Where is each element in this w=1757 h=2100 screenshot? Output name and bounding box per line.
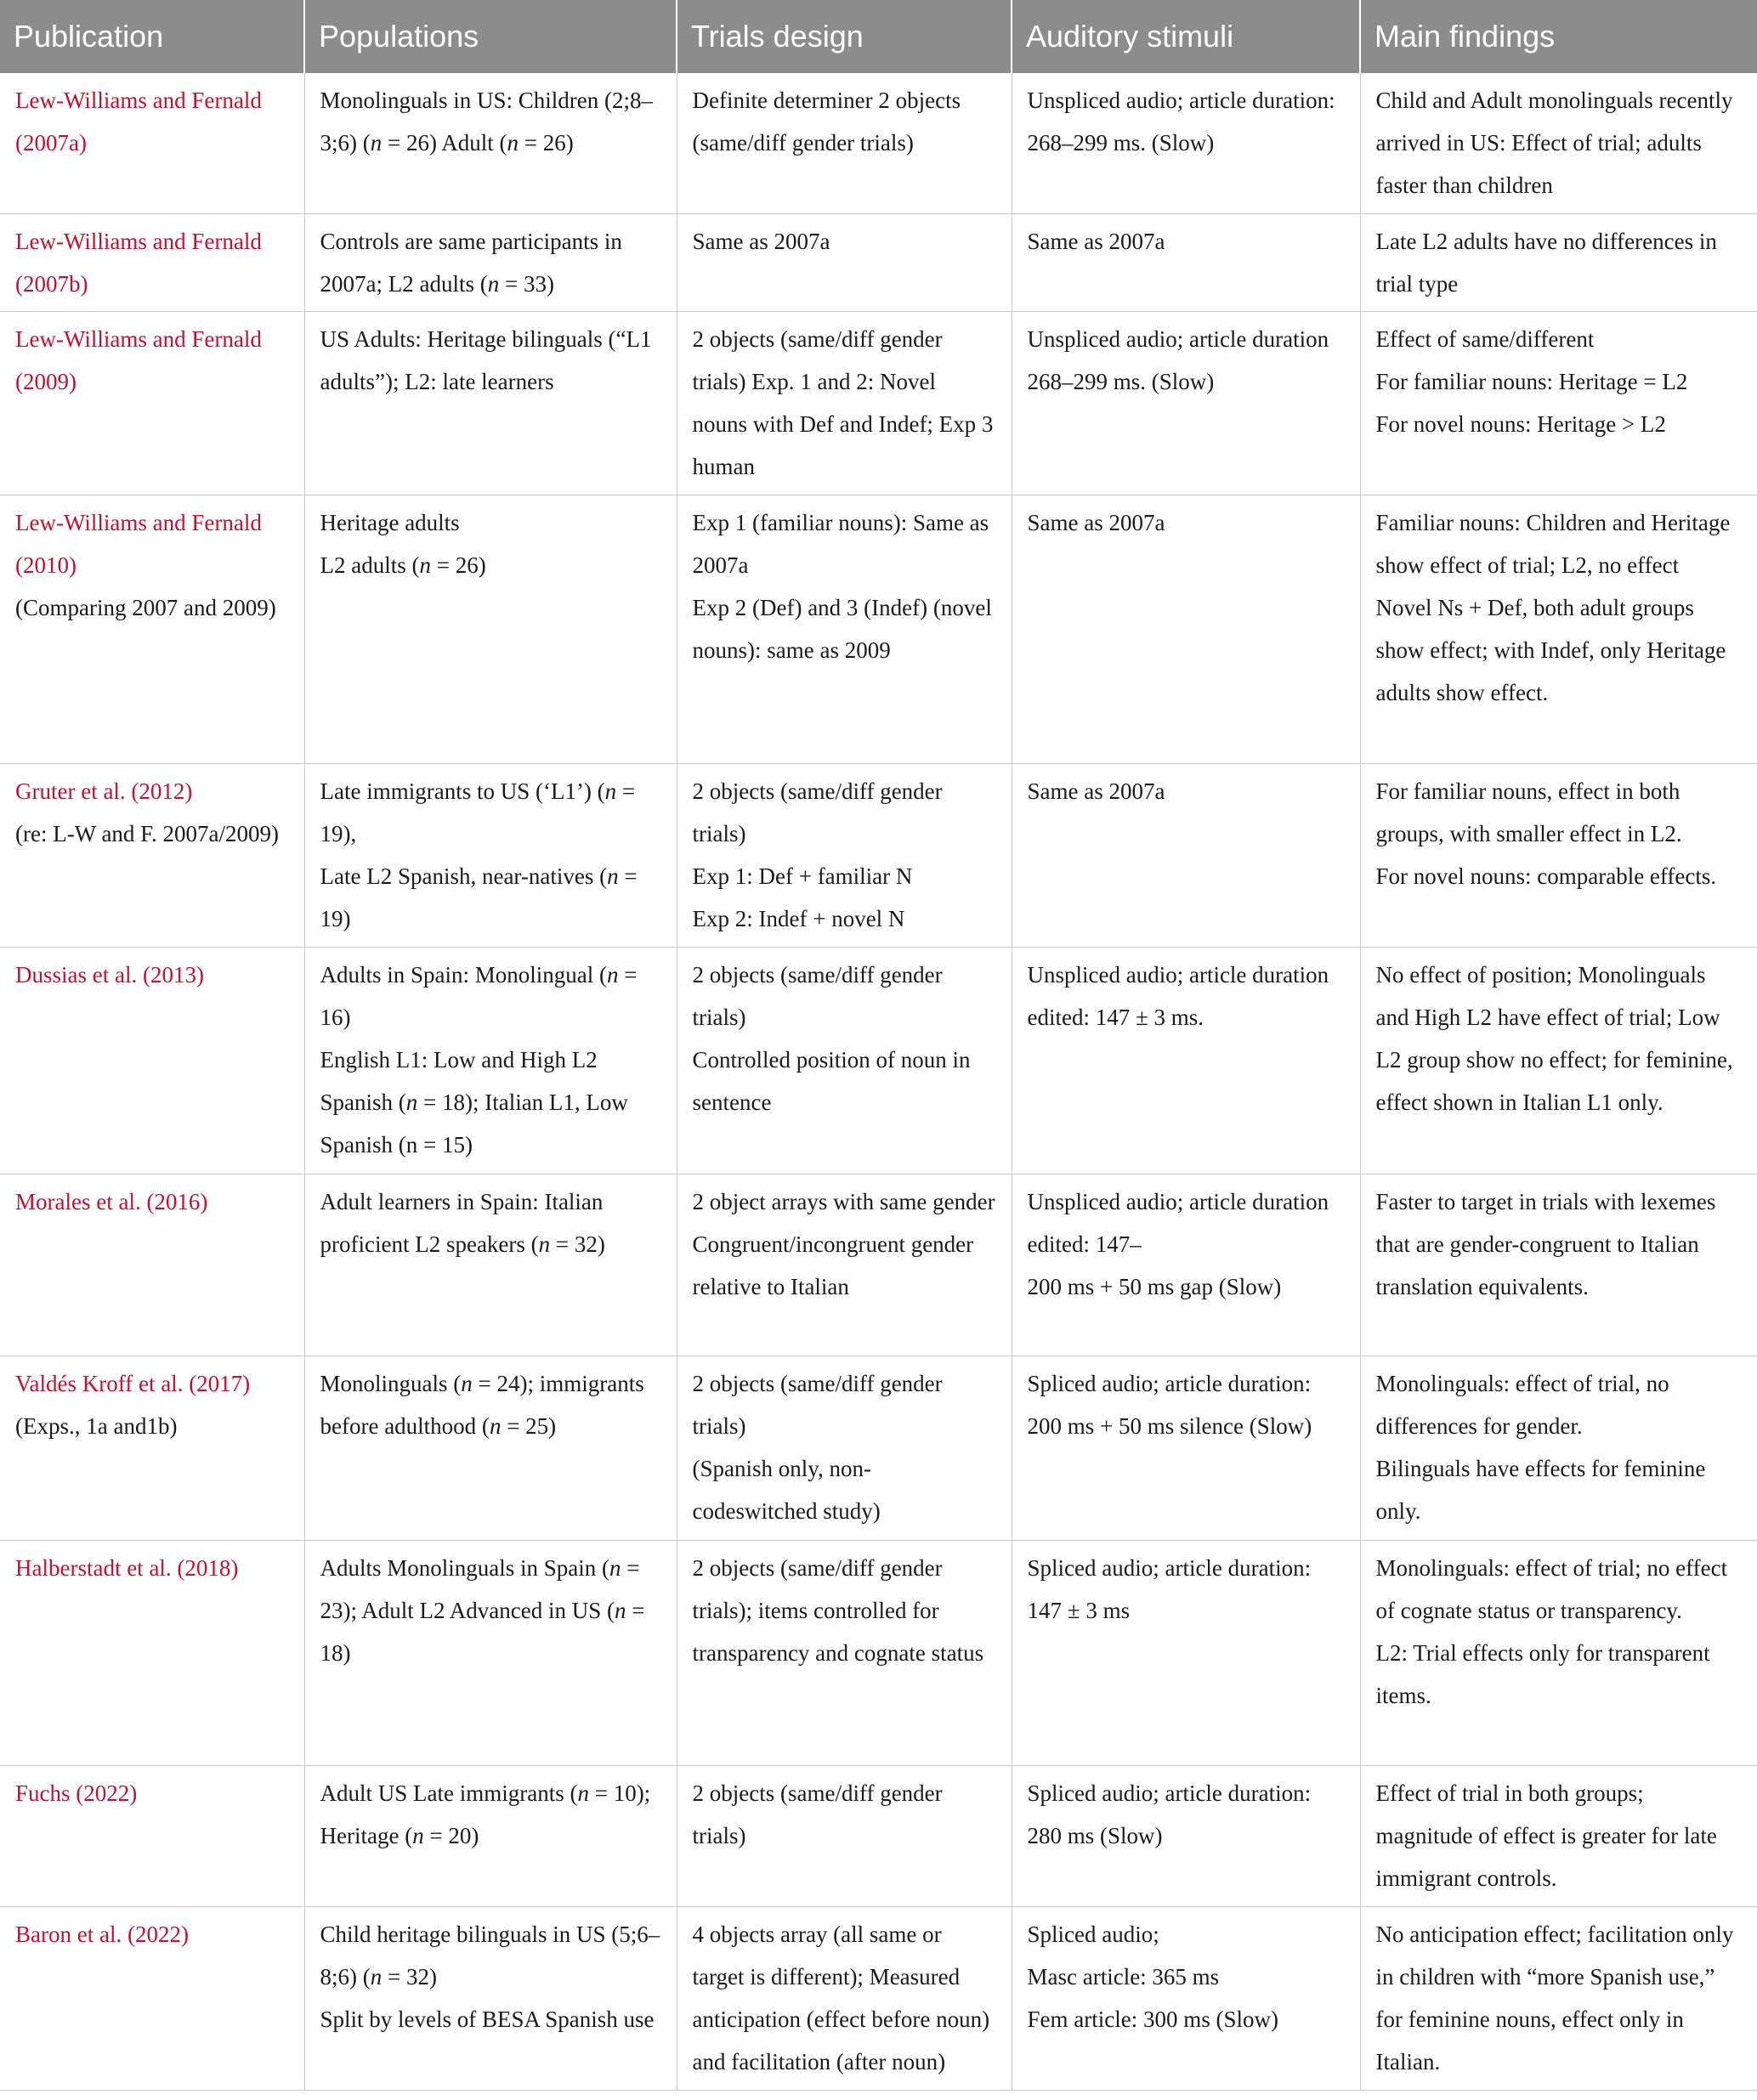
- cell-publication: [0, 1906, 304, 2090]
- trials-design-line: 2 objects (same/diff gender trials): [692, 1371, 943, 1440]
- cell-trials-design: [677, 948, 1012, 1175]
- populations-line: Adults Monolinguals in Spain (n = 23); Adult L2 Advanced in US (n = 18): [320, 1554, 645, 1666]
- cell-publication: [0, 1765, 304, 1906]
- trials-design-line: Congruent/incongruent gender relative to Italian: [692, 1231, 974, 1300]
- cell-main-findings: [1360, 73, 1757, 213]
- cell-auditory-stimuli: [1012, 312, 1360, 495]
- populations-line: US Adults: Heritage bilinguals (“L1 adults”); L2: late learners: [320, 326, 652, 395]
- cell-publication: [0, 763, 304, 947]
- table-row: [0, 73, 1757, 213]
- cell-auditory-stimuli: [1012, 948, 1360, 1175]
- publication-link[interactable]: Baron et al. (2022): [15, 1921, 189, 1947]
- table-row: [0, 1356, 1757, 1540]
- publication-note: (Exps., 1a and1b): [15, 1413, 178, 1440]
- cell-auditory-stimuli: [1012, 1540, 1360, 1765]
- trials-design-line: 2 objects (same/diff gender trials): [692, 778, 943, 846]
- trials-design-line: 2 objects (same/diff gender trials); items controlled for transparency and cognate status: [692, 1554, 984, 1666]
- main-findings-line: Faster to target in trials with lexemes that are gender-congruent to Italian translation equivalents.: [1375, 1189, 1716, 1300]
- table-row: [0, 213, 1757, 311]
- cell-populations: [304, 1540, 677, 1765]
- trials-design-line: 2 objects (same/diff gender trials) Exp. 1 and 2: Novel nouns with Def and Indef; Exp 3 human: [692, 326, 994, 480]
- trials-design-line: Exp 2: Indef + novel N: [692, 905, 905, 931]
- auditory-stimuli-line: Masc article: 365 ms: [1027, 1963, 1220, 1990]
- main-findings-line: For familiar nouns: Heritage = L2: [1375, 369, 1688, 395]
- main-findings-line: Bilinguals have effects for feminine only.: [1375, 1456, 1706, 1525]
- cell-publication: [0, 73, 304, 213]
- populations-line: Controls are same participants in 2007a; L2 adults (n = 33): [320, 228, 622, 297]
- cell-publication: [0, 1175, 304, 1356]
- populations-line: Late L2 Spanish, near-natives (n = 19): [320, 863, 638, 931]
- auditory-stimuli-line: Unspliced audio; article duration: 268–299 ms. (Slow): [1027, 88, 1335, 156]
- trials-design-line: Controlled position of noun in sentence: [692, 1047, 971, 1116]
- cell-auditory-stimuli: [1012, 73, 1360, 213]
- header-trials-design: Trials design: [677, 0, 1012, 73]
- main-findings-line: For novel nouns: comparable effects.: [1375, 863, 1717, 889]
- publication-link[interactable]: Lew-Williams and Fernald (2007a): [15, 88, 262, 156]
- cell-main-findings: [1360, 213, 1757, 311]
- main-findings-line: Child and Adult monolinguals recently arrived in US: Effect of trial; adults faster than children: [1375, 88, 1733, 198]
- populations-line: Split by levels of BESA Spanish use: [320, 2006, 655, 2032]
- cell-publication: [0, 1356, 304, 1540]
- populations-line: Late immigrants to US (‘L1’) (n = 19),: [320, 778, 636, 846]
- cell-trials-design: [677, 495, 1012, 763]
- cell-populations: [304, 1175, 677, 1356]
- cell-trials-design: [677, 1175, 1012, 1356]
- cell-trials-design: [677, 312, 1012, 495]
- auditory-stimuli-line: Unspliced audio; article duration 268–299 ms. (Slow): [1027, 326, 1329, 395]
- cell-publication: [0, 948, 304, 1175]
- populations-line: Adult learners in Spain: Italian proficient L2 speakers (n = 32): [320, 1189, 605, 1258]
- populations-line: L2 adults (n = 26): [320, 552, 486, 579]
- table-row: [0, 495, 1757, 763]
- publication-note: (Comparing 2007 and 2009): [15, 595, 276, 621]
- populations-line: Monolinguals in US: Children (2;8–3;6) (n = 26) Adult (n = 26): [320, 88, 653, 156]
- auditory-stimuli-line: Spliced audio;: [1027, 1921, 1159, 1947]
- cell-populations: [304, 73, 677, 213]
- table-row: [0, 1906, 1757, 2090]
- publication-link[interactable]: Halberstadt et al. (2018): [15, 1554, 239, 1581]
- cell-main-findings: [1360, 1356, 1757, 1540]
- cell-trials-design: [677, 73, 1012, 213]
- cell-auditory-stimuli: [1012, 213, 1360, 311]
- cell-trials-design: [677, 1765, 1012, 1906]
- main-findings-line: Late L2 adults have no differences in trial type: [1375, 228, 1717, 297]
- trials-design-line: Same as 2007a: [692, 228, 830, 254]
- trials-design-line: 2 objects (same/diff gender trials): [692, 962, 943, 1031]
- cell-populations: [304, 763, 677, 947]
- auditory-stimuli-line: Same as 2007a: [1027, 778, 1165, 804]
- header-populations: Populations: [304, 0, 677, 73]
- trials-design-line: Exp 1 (familiar nouns): Same as 2007a: [692, 510, 989, 579]
- cell-main-findings: [1360, 1175, 1757, 1356]
- populations-line: Monolinguals (n = 24); immigrants before adulthood (n = 25): [320, 1371, 644, 1440]
- cell-auditory-stimuli: [1012, 495, 1360, 763]
- main-findings-line: For novel nouns: Heritage > L2: [1375, 411, 1666, 438]
- main-findings-line: Familiar nouns: Children and Heritage show effect of trial; L2, no effect: [1375, 510, 1731, 579]
- cell-populations: [304, 948, 677, 1175]
- cell-auditory-stimuli: [1012, 1175, 1360, 1356]
- table-row: [0, 1175, 1757, 1356]
- publication-link[interactable]: Lew-Williams and Fernald (2007b): [15, 228, 262, 297]
- cell-trials-design: [677, 1540, 1012, 1765]
- cell-main-findings: [1360, 312, 1757, 495]
- populations-line: Adults in Spain: Monolingual (n = 16): [320, 962, 638, 1031]
- publication-link[interactable]: Lew-Williams and Fernald (2010): [15, 510, 262, 579]
- cell-main-findings: [1360, 1765, 1757, 1906]
- main-findings-line: No anticipation effect; facilitation only in children with “more Spanish use,” for feminine nouns, effect only in Italian.: [1375, 1921, 1734, 2075]
- publication-link[interactable]: Valdés Kroff et al. (2017): [15, 1371, 251, 1397]
- auditory-stimuli-line: Unspliced audio; article duration edited: 147–: [1027, 1189, 1329, 1258]
- cell-populations: [304, 495, 677, 763]
- main-findings-line: L2: Trial effects only for transparent items.: [1375, 1639, 1710, 1708]
- cell-populations: [304, 213, 677, 311]
- main-findings-line: Monolinguals: effect of trial, no differences for gender.: [1375, 1371, 1669, 1440]
- cell-publication: [0, 495, 304, 763]
- header-publication: Publication: [0, 0, 304, 73]
- auditory-stimuli-line: 200 ms + 50 ms gap (Slow): [1027, 1274, 1282, 1300]
- auditory-stimuli-line: Fem article: 300 ms (Slow): [1027, 2006, 1278, 2032]
- cell-main-findings: [1360, 948, 1757, 1175]
- populations-line: English L1: Low and High L2 Spanish (n = 18); Italian L1, Low Spanish (n = 15): [320, 1047, 628, 1158]
- cell-auditory-stimuli: [1012, 1765, 1360, 1906]
- cell-populations: [304, 312, 677, 495]
- main-findings-line: Effect of same/different: [1375, 326, 1595, 353]
- cell-main-findings: [1360, 763, 1757, 947]
- auditory-stimuli-line: Spliced audio; article duration: 147 ± 3 ms: [1027, 1554, 1312, 1623]
- cell-trials-design: [677, 1356, 1012, 1540]
- trials-design-line: 2 objects (same/diff gender trials): [692, 1780, 943, 1848]
- cell-auditory-stimuli: [1012, 1906, 1360, 2090]
- auditory-stimuli-line: Spliced audio; article duration: 200 ms + 50 ms silence (Slow): [1027, 1371, 1312, 1440]
- cell-main-findings: [1360, 1906, 1757, 2090]
- trials-design-line: Exp 2 (Def) and 3 (Indef) (novel nouns): same as 2009: [692, 595, 992, 664]
- populations-line: Child heritage bilinguals in US (5;6–8;6) (n = 32): [320, 1921, 660, 1990]
- cell-populations: [304, 1906, 677, 2090]
- main-findings-line: No effect of position; Monolinguals and High L2 have effect of trial; Low L2 group show no effect; for feminine, effect shown in Italian L1 only.: [1375, 962, 1733, 1116]
- cell-trials-design: [677, 1906, 1012, 2090]
- cell-populations: [304, 1356, 677, 1540]
- table-row: [0, 948, 1757, 1175]
- header-auditory-stimuli: Auditory stimuli: [1012, 0, 1360, 73]
- trials-design-line: 2 object arrays with same gender: [692, 1189, 995, 1215]
- trials-design-line: 4 objects array (all same or target is different); Measured anticipation (effect before noun) and facilitation (after noun): [692, 1921, 990, 2075]
- publication-link[interactable]: Morales et al. (2016): [15, 1189, 208, 1215]
- auditory-stimuli-line: Same as 2007a: [1027, 228, 1165, 254]
- cell-populations: [304, 1765, 677, 1906]
- main-findings-line: Effect of trial in both groups; magnitude of effect is greater for late immigrant controls.: [1375, 1780, 1717, 1891]
- header-row: [0, 0, 1757, 73]
- cell-publication: [0, 213, 304, 311]
- publication-link[interactable]: Dussias et al. (2013): [15, 962, 204, 988]
- cell-trials-design: [677, 763, 1012, 947]
- trials-design-line: Exp 1: Def + familiar N: [692, 863, 913, 889]
- publication-link[interactable]: Lew-Williams and Fernald (2009): [15, 326, 262, 395]
- cell-main-findings: [1360, 1540, 1757, 1765]
- populations-line: Heritage adults: [320, 510, 460, 536]
- header-main-findings: Main findings: [1360, 0, 1757, 73]
- cell-trials-design: [677, 213, 1012, 311]
- auditory-stimuli-line: Same as 2007a: [1027, 510, 1165, 536]
- cell-auditory-stimuli: [1012, 1356, 1360, 1540]
- publication-link[interactable]: Fuchs (2022): [15, 1780, 138, 1806]
- publication-link[interactable]: Gruter et al. (2012): [15, 778, 193, 804]
- trials-design-line: Definite determiner 2 objects (same/diff gender trials): [692, 88, 961, 156]
- cell-publication: [0, 312, 304, 495]
- main-findings-line: Novel Ns + Def, both adult groups show effect; with Indef, only Heritage adults show effect.: [1375, 595, 1726, 706]
- cell-main-findings: [1360, 495, 1757, 763]
- table-body: [0, 73, 1757, 2091]
- table-row: [0, 763, 1757, 947]
- cell-auditory-stimuli: [1012, 763, 1360, 947]
- table-row: [0, 1540, 1757, 1765]
- auditory-stimuli-line: Unspliced audio; article duration edited: 147 ± 3 ms.: [1027, 962, 1329, 1031]
- publication-note: (re: L-W and F. 2007a/2009): [15, 820, 280, 846]
- table-row: [0, 1765, 1757, 1906]
- auditory-stimuli-line: Spliced audio; article duration: 280 ms (Slow): [1027, 1780, 1312, 1848]
- cell-publication: [0, 1540, 304, 1765]
- main-findings-line: For familiar nouns, effect in both groups, with smaller effect in L2.: [1375, 778, 1682, 846]
- main-findings-line: Monolinguals: effect of trial; no effect of cognate status or transparency.: [1375, 1554, 1728, 1623]
- trials-design-line: (Spanish only, non-codeswitched study): [692, 1456, 881, 1525]
- table-row: [0, 312, 1757, 495]
- populations-line: Adult US Late immigrants (n = 10); Heritage (n = 20): [320, 1780, 651, 1848]
